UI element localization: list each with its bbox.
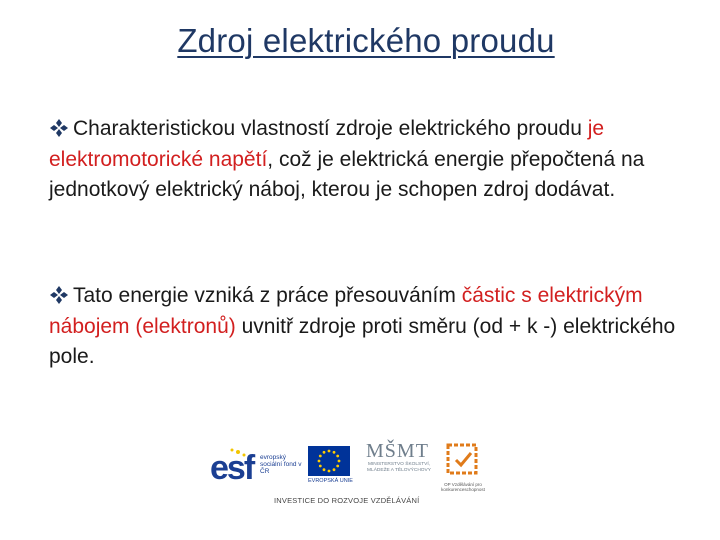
esf-letters: esf	[210, 449, 254, 487]
esf-logo	[208, 446, 304, 490]
diamond-bullet-icon	[49, 285, 69, 305]
paragraph-2-tail: uvnitř zdroje proti směru (od + k -) elektrického pole.	[49, 314, 676, 368]
msmt-caption: MINISTERSTVO ŠKOLSTVÍ, MLÁDEŽE A TĚLOVÝCHOVY	[367, 462, 431, 473]
op-caption: OP Vzdělávání pro konkurenceschopnost	[441, 482, 485, 492]
eu-caption: EVROPSKÁ UNIE	[308, 478, 353, 484]
diamond-bullet-icon	[49, 118, 69, 138]
paragraph-1	[49, 114, 689, 206]
funding-logos	[208, 440, 488, 510]
paragraph-1-text: Charakteristickou vlastností zdroje elektrického proudu	[73, 117, 588, 140]
msmt-mark: MŠMT	[366, 440, 429, 462]
paragraph-2-text: Tato energie vzniká z práce přesouváním	[73, 284, 462, 307]
op-emblem-icon	[440, 442, 486, 476]
op-logo	[440, 442, 486, 492]
investment-caption: INVESTICE DO ROZVOJE VZDĚLÁVÁNÍ	[274, 496, 420, 505]
paragraph-1-tail: , což je elektrická energie přepočtená na jednotkový elektrický náboj, kterou je schopen zdroj dodávat.	[49, 147, 645, 201]
eu-logo	[308, 446, 352, 490]
slide-title: Zdroj elektrického proudu	[177, 22, 555, 59]
paragraph-1-highlight: je elektromotorické napětí	[49, 117, 605, 171]
eu-flag-icon	[308, 446, 350, 476]
esf-caption: evropský sociální fond v ČR	[260, 454, 302, 475]
msmt-logo	[366, 442, 432, 492]
paragraph-2-highlight: částic s elektrickým nábojem (elektronů)	[49, 284, 643, 338]
paragraph-2	[49, 281, 689, 373]
